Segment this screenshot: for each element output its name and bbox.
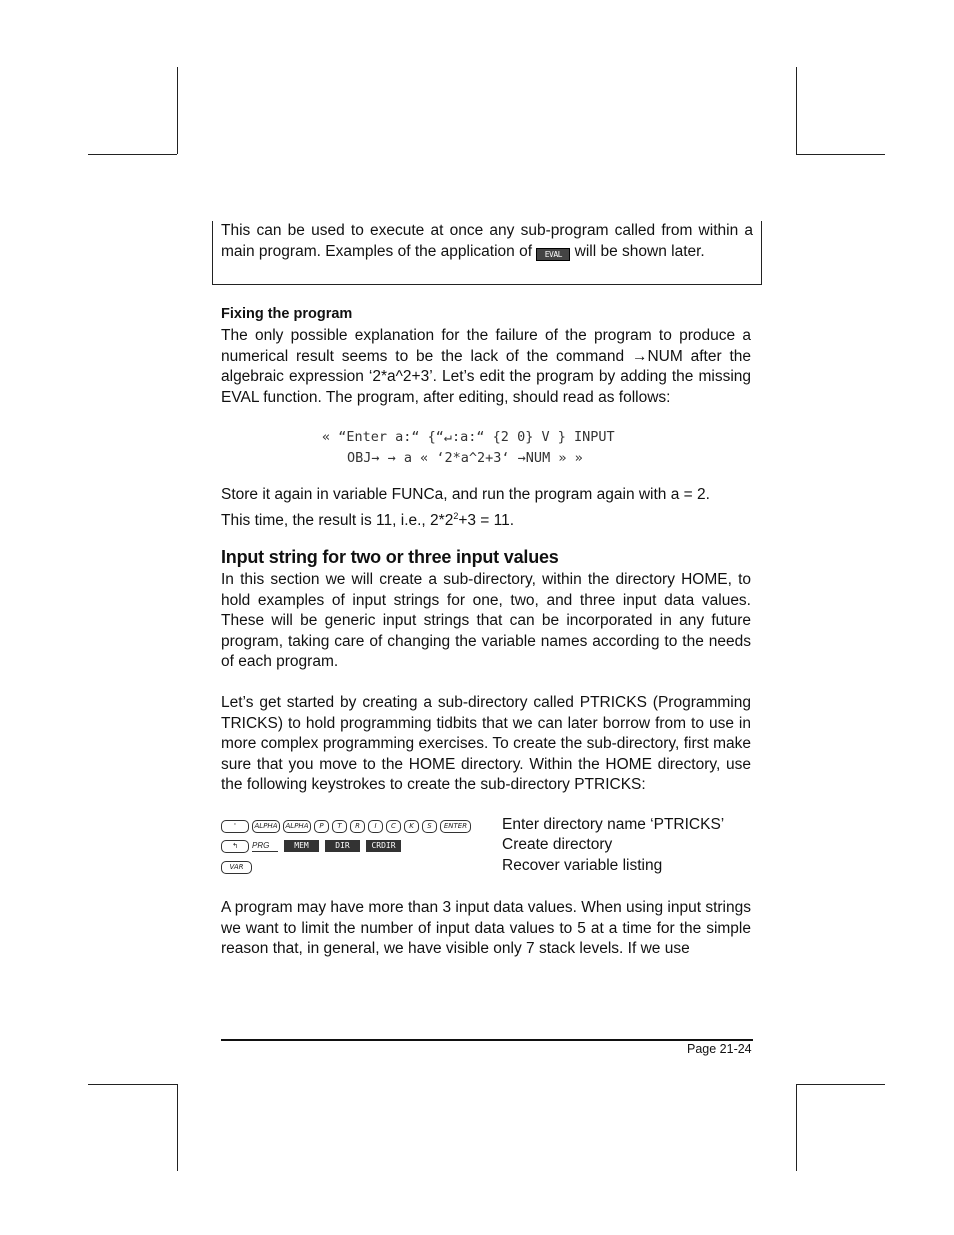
crop-mark	[88, 154, 177, 155]
alpha-key-icon: ALPHA	[252, 820, 280, 833]
keystroke-description: Enter directory name ‘PTRICKS’	[502, 816, 725, 833]
mem-softkey-icon: MEM	[284, 840, 319, 852]
t-key-icon: T	[332, 820, 347, 833]
c-key-icon: C	[386, 820, 401, 833]
code-line: « “Enter a:“ {“↵:a:“ {2 0} V } INPUT	[322, 429, 615, 445]
keystroke-row	[221, 859, 252, 875]
crop-mark	[88, 1084, 177, 1085]
eval-softkey-icon: EVAL	[536, 248, 570, 261]
result-text: Store it again in variable FUNCa, and run the program again with a = 2. This time, the result is 11, i.e., $2*2^2+3 = 11$.	[221, 486, 710, 529]
section-title: Input string for two or three input values	[221, 547, 559, 567]
fixing-paragraph: The only possible explanation for the failure of the program to produce a numerical result seems to be the lack of the command →NUM after the algebraic expression ‘2*a^2+3’. Let’s edit the program by adding the missing EVAL function. The program, after editing, should read as follows:	[221, 327, 751, 406]
code-line: OBJ→ → a « ‘2*a^2+3‘ →NUM » »	[347, 450, 583, 466]
prg-key-icon: PRG	[252, 841, 278, 852]
crop-mark	[177, 1084, 178, 1171]
crop-mark	[796, 1084, 797, 1171]
crop-mark	[177, 67, 178, 154]
var-key-icon: VAR	[221, 861, 252, 874]
keystroke-row	[221, 818, 471, 834]
enter-key-icon: ENTER	[440, 820, 471, 833]
i-key-icon: I	[368, 820, 383, 833]
closing-paragraph: A program may have more than 3 input data values. When using input strings we want to limit the number of input data values to 5 at a time for the simple reason that, in general, we have visible only 7 stack levels. If we use	[221, 899, 751, 958]
section-paragraph: Let’s get started by creating a sub-directory called PTRICKS (Programming TRICKS) to hold programming tidbits that we can later borrow from to use in more complex programming exercises. To create the sub-directory, first make sure that you move to the HOME directory. Within the HOME directory, use the following keystrokes to create the sub-directory PTRICKS:	[221, 694, 751, 794]
tick-key-icon: '	[221, 820, 249, 833]
alpha-key-icon: ALPHA	[283, 820, 311, 833]
keystroke-description: Recover variable listing	[502, 857, 663, 874]
note-text: This can be used to execute at once any sub-program called from within a main program. Examples of the application of EVAL will be shown later.	[221, 222, 753, 260]
page-number: Page 21-24	[687, 1042, 752, 1056]
section-paragraph: In this section we will create a sub-directory, within the directory HOME, to hold examples of input strings for one, two, and three input data values. These will be generic input strings that can be incorporated in any future program, taking care of changing the variable names according to the needs of each program.	[221, 571, 751, 671]
p-key-icon: P	[314, 820, 329, 833]
crop-mark	[796, 67, 797, 154]
footer-rule	[221, 1039, 753, 1041]
subsection-heading: Fixing the program	[221, 306, 353, 322]
keystroke-description: Create directory	[502, 836, 613, 853]
k-key-icon: K	[404, 820, 419, 833]
left-shift-key-icon: ↰	[221, 840, 249, 853]
crop-mark	[796, 1084, 885, 1085]
keystroke-row	[221, 838, 401, 854]
r-key-icon: R	[350, 820, 365, 833]
s-key-icon: S	[422, 820, 437, 833]
crop-mark	[796, 154, 885, 155]
crdir-softkey-icon: CRDIR	[366, 840, 401, 852]
dir-softkey-icon: DIR	[325, 840, 360, 852]
note-box	[212, 221, 762, 285]
